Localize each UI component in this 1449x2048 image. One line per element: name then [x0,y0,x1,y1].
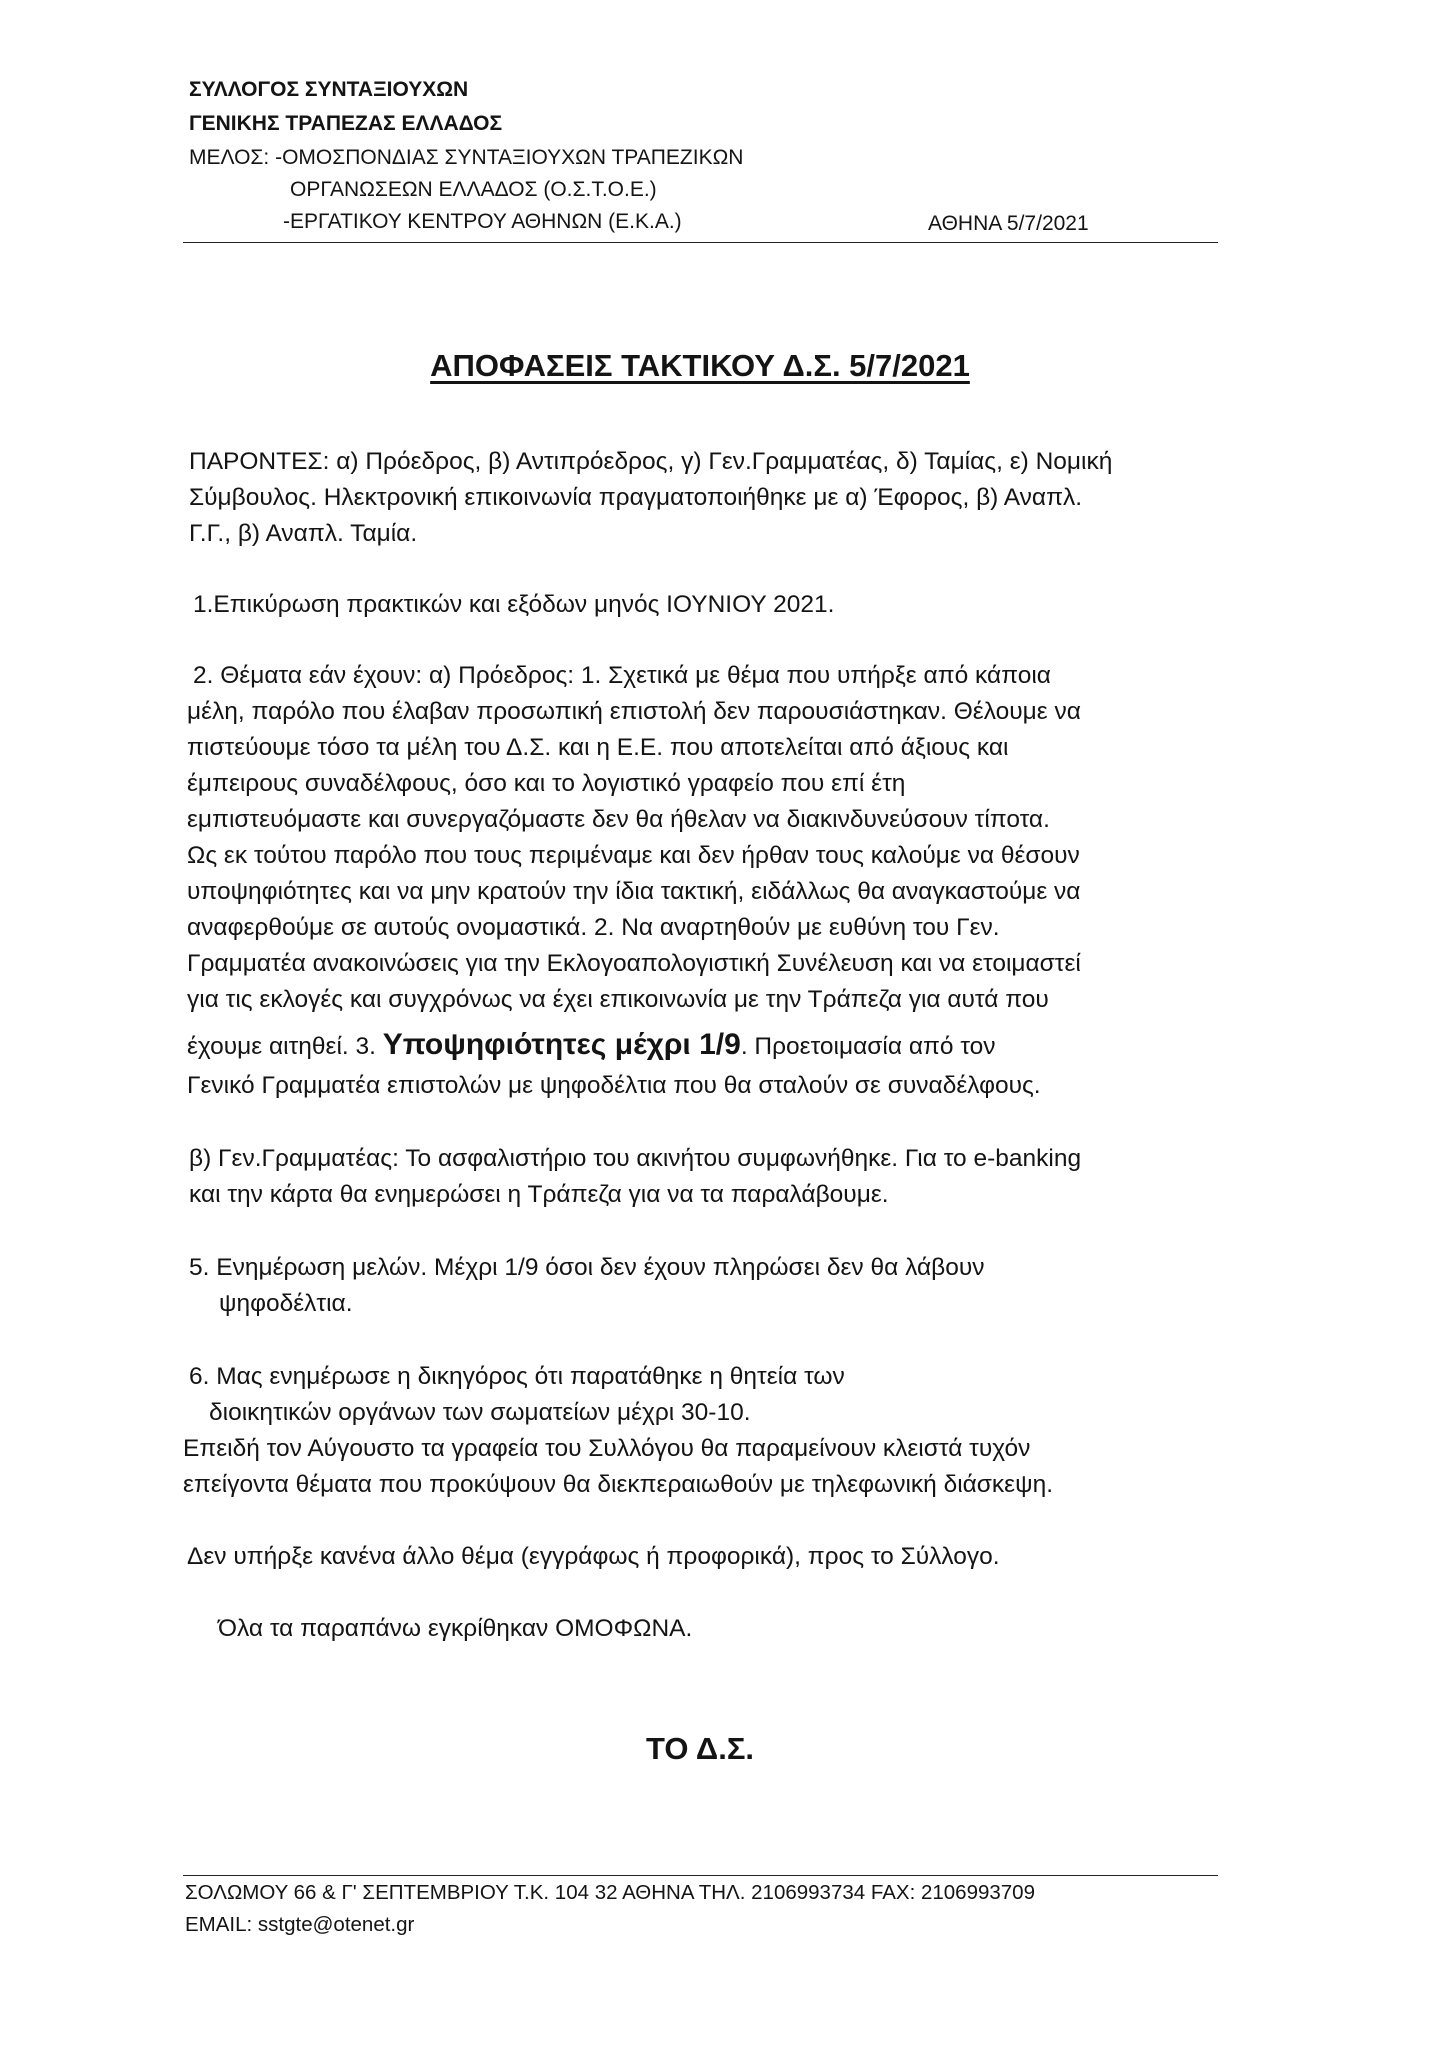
item-1: 1.Επικύρωση πρακτικών και εξόδων μηνός ΙΟΥΝΙΟΥ 2021. [193,591,835,618]
item-2-line: πιστεύουμε τόσο τα μέλη του Δ.Σ. και η Ε.Ε. που αποτελείται από άξιους και [187,734,1009,761]
secretary-line: β) Γεν.Γραμματέας: Το ασφαλιστήριο του ακινήτου συμφωνήθηκε. Για το e-banking [189,1145,1082,1172]
member-line1: ΜΕΛΟΣ: -ΟΜΟΣΠΟΝΔΙΑΣ ΣΥΝΤΑΞΙΟΥΧΩΝ ΤΡΑΠΕΖΙΚΩΝ [189,146,744,169]
secretary-paragraph [189,1141,1081,1213]
secretary-line: και την κάρτα θα ενημερώσει η Τράπεζα για να τα παραλάβουμε. [189,1181,889,1208]
present-line: Γ.Γ., β) Αναπλ. Ταμία. [189,520,418,547]
header-rule [183,242,1218,243]
item-2-paragraph [193,658,1051,694]
item-2-candidacy-pre: έχουμε αιτηθεί. 3. [187,1033,383,1060]
present-line: Σύμβουλος. Ηλεκτρονική επικοινωνία πραγματοποιήθηκε με α) Έφορος, β) Αναπλ. [189,484,1083,511]
item-2-line: μέλη, παρόλο που έλαβαν προσωπική επιστολή δεν παρουσιάστηκαν. Θέλουμε να [187,698,1081,725]
item-2-line: αναφερθούμε σε αυτούς ονομαστικά. 2. Να αναρτηθούν με ευθύνη του Γεν. [187,914,1000,941]
candidacy-deadline-highlight: Υποψηφιότητες μέχρι 1/9 [382,1028,741,1061]
item-2-candidacy-post: . Προετοιμασία από τον [740,1033,996,1060]
item-6-line3: Επειδή τον Αύγουστο τα γραφεία του Συλλόγου θα παραμείνουν κλειστά τυχόν [183,1435,1031,1462]
footer-address: ΣΟΛΩΜΟΥ 66 & Γ' ΣΕΠΤΕΜΒΡΙΟΥ Τ.Κ. 104 32 ΑΘΗΝΑ ΤΗΛ. 2106993734 FAX: 2106993709 [185,1881,1035,1904]
item-6-line1: 6. Μας ενημέρωσε η δικηγόρος ότι παρατάθηκε η θητεία των [189,1363,845,1390]
item-6-line4: επείγοντα θέματα που προκύψουν θα διεκπεραιωθούν με τηλεφωνική διάσκεψη. [183,1471,1054,1498]
present-line: ΠΑΡΟΝΤΕΣ: α) Πρόεδρος, β) Αντιπρόεδρος, γ) Γεν.Γραμματέας, δ) Ταμίας, ε) Νομική [189,448,1113,475]
document-title: ΑΠΟΦΑΣΕΙΣ ΤΑΚΤΙΚΟΥ Δ.Σ. 5/7/2021 [430,348,970,383]
item-2-line: έμπειρους συναδέλφους, όσο και το λογιστικό γραφείο που επί έτη [187,770,906,797]
item-5-line1: 5. Ενημέρωση μελών. Μέχρι 1/9 όσοι δεν έχουν πληρώσει δεν θα λάβουν [189,1254,985,1281]
item-2-line: Ως εκ τούτου παρόλο που τους περιμέναμε και δεν ήρθαν τους καλούμε να θέσουν [187,842,1080,869]
member-line2: ΟΡΓΑΝΩΣΕΩΝ ΕΛΛΑΔΟΣ (Ο.Σ.Τ.Ο.Ε.) [290,178,657,201]
signature: ΤΟ Δ.Σ. [645,1731,755,1766]
footer-rule [183,1875,1218,1876]
item-2-last-line: Γενικό Γραμματέα επιστολών με ψηφοδέλτια που θα σταλούν σε συναδέλφους. [187,1072,1041,1099]
no-other-subject: Δεν υπήρξε κανένα άλλο θέμα (εγγράφως ή προφορικά), προς το Σύλλογο. [187,1543,1000,1570]
item-2-line: εμπιστευόμαστε και συνεργαζόμαστε δεν θα ήθελαν να διακινδυνεύσουν τίποτα. [187,806,1050,833]
item-2-line: 2. Θέματα εάν έχουν: α) Πρόεδρος: 1. Σχετικά με θέμα που υπήρξε από κάποια [193,662,1051,689]
member-line3: -ΕΡΓΑΤΙΚΟΥ ΚΕΝΤΡΟΥ ΑΘΗΝΩΝ (Ε.Κ.Α.) [283,210,682,233]
item-6-line2: διοικητικών οργάνων των σωματείων μέχρι 30-10. [209,1399,751,1426]
item-5-line2: ψηφοδέλτια. [219,1290,353,1317]
item-2-candidacy-line [187,1028,996,1062]
org-name-line2: ΓΕΝΙΚΗΣ ΤΡΑΠΕΖΑΣ ΕΛΛΑΔΟΣ [189,112,503,135]
item-2-line: Γραμματέα ανακοινώσεις για την Εκλογοαπολογιστική Συνέλευση και να ετοιμαστεί [187,950,1081,977]
item-2-body [187,694,1081,1018]
header-date: ΑΘΗΝΑ 5/7/2021 [928,212,1089,235]
present-paragraph [189,444,1112,552]
org-name-line1: ΣΥΛΛΟΓΟΣ ΣΥΝΤΑΞΙΟΥΧΩΝ [189,78,469,101]
item-2-line: για τις εκλογές και συγχρόνως να έχει επικοινωνία με την Τράπεζα για αυτά που [187,986,1049,1013]
footer-email: EMAIL: sstgte@otenet.gr [185,1913,415,1936]
item-2-line: υποψηφιότητες και να μην κρατούν την ίδια τακτική, ειδάλλως θα αναγκαστούμε να [187,878,1081,905]
approval-statement: Όλα τα παραπάνω εγκρίθηκαν ΟΜΟΦΩΝΑ. [218,1615,693,1642]
